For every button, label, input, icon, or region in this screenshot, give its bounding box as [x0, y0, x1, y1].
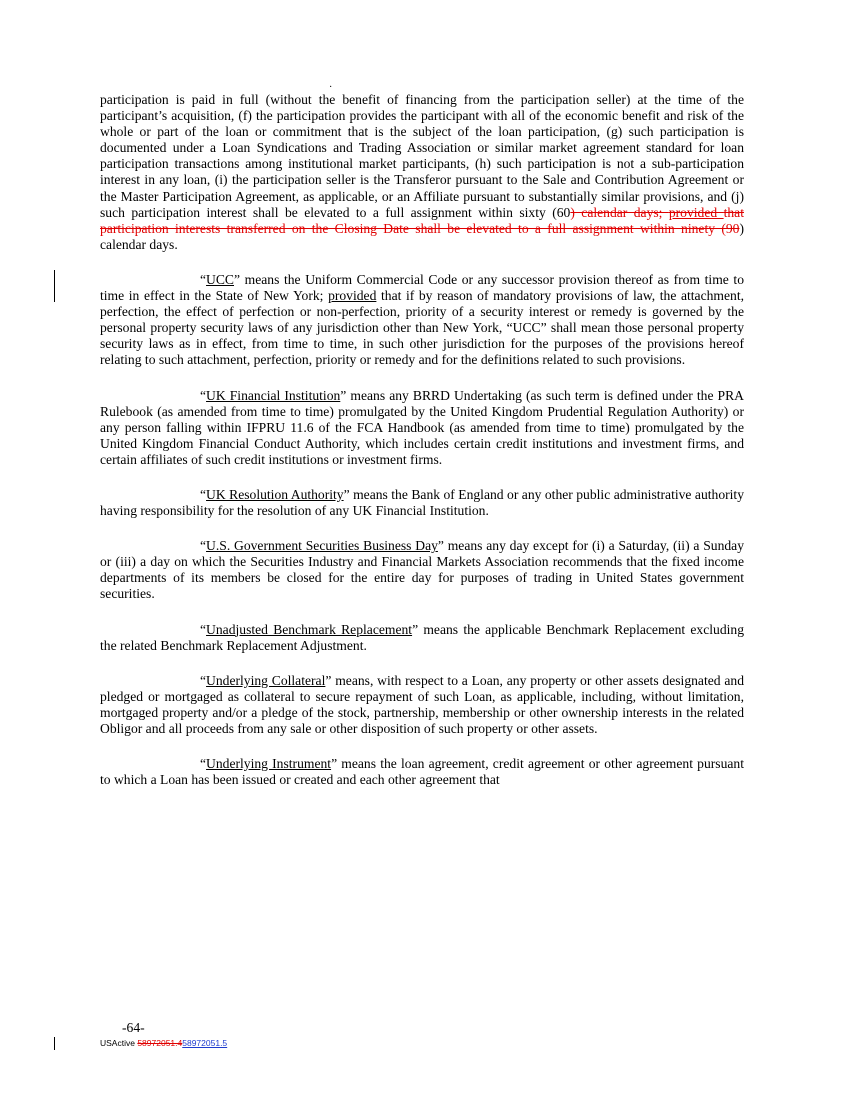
defined-term: UCC: [206, 271, 234, 287]
defined-term: Unadjusted Benchmark Replacement: [206, 621, 413, 637]
definition-us-government-securities-business-day: “U.S. Government Securities Business Day” means any day except for (i) a Saturday, (ii) a Sunday or (iii) a day on which the Securities Industry and Financial Markets Association recommends that the fixed income departments of its members be closed for the entire day for purposes of trading in United States government securities.: [100, 538, 745, 602]
body-text: ) calendar days.: [100, 220, 744, 252]
definition-unadjusted-benchmark-replacement: “Unadjusted Benchmark Replacement” means the applicable Benchmark Replacement excluding the related Benchmark Replacement Adjustment.: [100, 621, 744, 653]
top-mark: ·: [329, 82, 333, 93]
definition-ucc: “UCC” means the Uniform Commercial Code or any successor provision thereof as from time to time in effect in the State of New York; provided that if by reason of mandatory provisions of law, the attachment, perfection, the effect of perfection or non-perfection, priority of a security interest or remedy is governed by the personal property security laws of any jurisdiction other than New York, “UCC” shall mean those personal property security laws as in effect, from time to time, in such other jurisdiction for the purposes of the provisions hereof relating to such attachment, perfection, priority or remedy and for the definitions related to such provisions.: [100, 271, 744, 368]
definition-underlying-collateral: “Underlying Collateral” means, with respect to a Loan, any property or other assets designated and pledged or mortgaged as collateral to secure repayment of such Loan, as applicable, including, without limitation, mortgaged property and/or a pledge of the stock, partnership, membership or other ownership interests in the related Obligor and all proceeds from any sale or other disposition of such property or other assets.: [100, 672, 744, 736]
deleted-text: provided: [668, 204, 724, 220]
participation-continuation: [100, 92, 744, 253]
definition-uk-financial-institution: “UK Financial Institution” means any BRRD Undertaking (as such term is defined under the PRA Rulebook (as amended from time to time) promulgated by the United Kingdom Prudential Regulation Authority) or any person falling within IFPRU 11.6 of the FCA Handbook (as amended from time to time) promulgated by the United Kingdom Financial Conduct Authority, which includes certain credit institutions and investment firms, and certain affiliates of such credit institutions or investment firms.: [100, 387, 744, 467]
body-text: participation is paid in full (without the benefit of financing from the participation seller) at the time of the participant’s acquisition, (f) the participation provides the participant with all of the economic benefit and risk of the whole or part of the loan or commitment that is the subject of the loan participation, (g) such participation is documented under a Loan Syndications and Trading Association or similar market agreement standard for loan participation transactions among institutional market participants, (h) such participation is not a sub-participation interest in any loan, (i) the participation seller is the Transferor pursuant to the Sale and Contribution Agreement or the Master Participation Agreement, as applicable, or an Affiliate pursuant to substantially similar provisions, and (j) such participation interest shall be elevated to a full assignment within sixty (60: [100, 92, 744, 220]
document-body: [100, 92, 744, 807]
change-bar: [54, 270, 55, 302]
defined-term: Underlying Instrument: [206, 756, 332, 772]
document-id: USActive 58972051.458972051.5: [100, 1038, 228, 1048]
deleted-text: ) calendar days;: [570, 204, 669, 220]
defined-term: UK Resolution Authority: [206, 486, 344, 502]
defined-term: U.S. Government Securities Business Day: [206, 538, 438, 554]
definition-uk-resolution-authority: “UK Resolution Authority” means the Bank of England or any other public administrative authority having responsibility for the resolution of any UK Financial Institution.: [100, 486, 744, 519]
defined-term: Underlying Collateral: [206, 672, 326, 688]
defined-term: UK Financial Institution: [206, 387, 341, 403]
change-bar-footer: [54, 1037, 55, 1050]
inserted-doc-id: 58972051.5: [182, 1038, 228, 1048]
deleted-text: that participation interests transferred on the Closing Date shall be elevated to a full assignment within ninety (90: [100, 204, 744, 236]
page-number: -64-: [122, 1020, 145, 1035]
definition-underlying-instrument: “Underlying Instrument” means the loan agreement, credit agreement or other agreement pursuant to which a Loan has been issued or created and each other agreement that: [100, 756, 744, 788]
deleted-doc-id: 58972051.4: [137, 1038, 183, 1048]
